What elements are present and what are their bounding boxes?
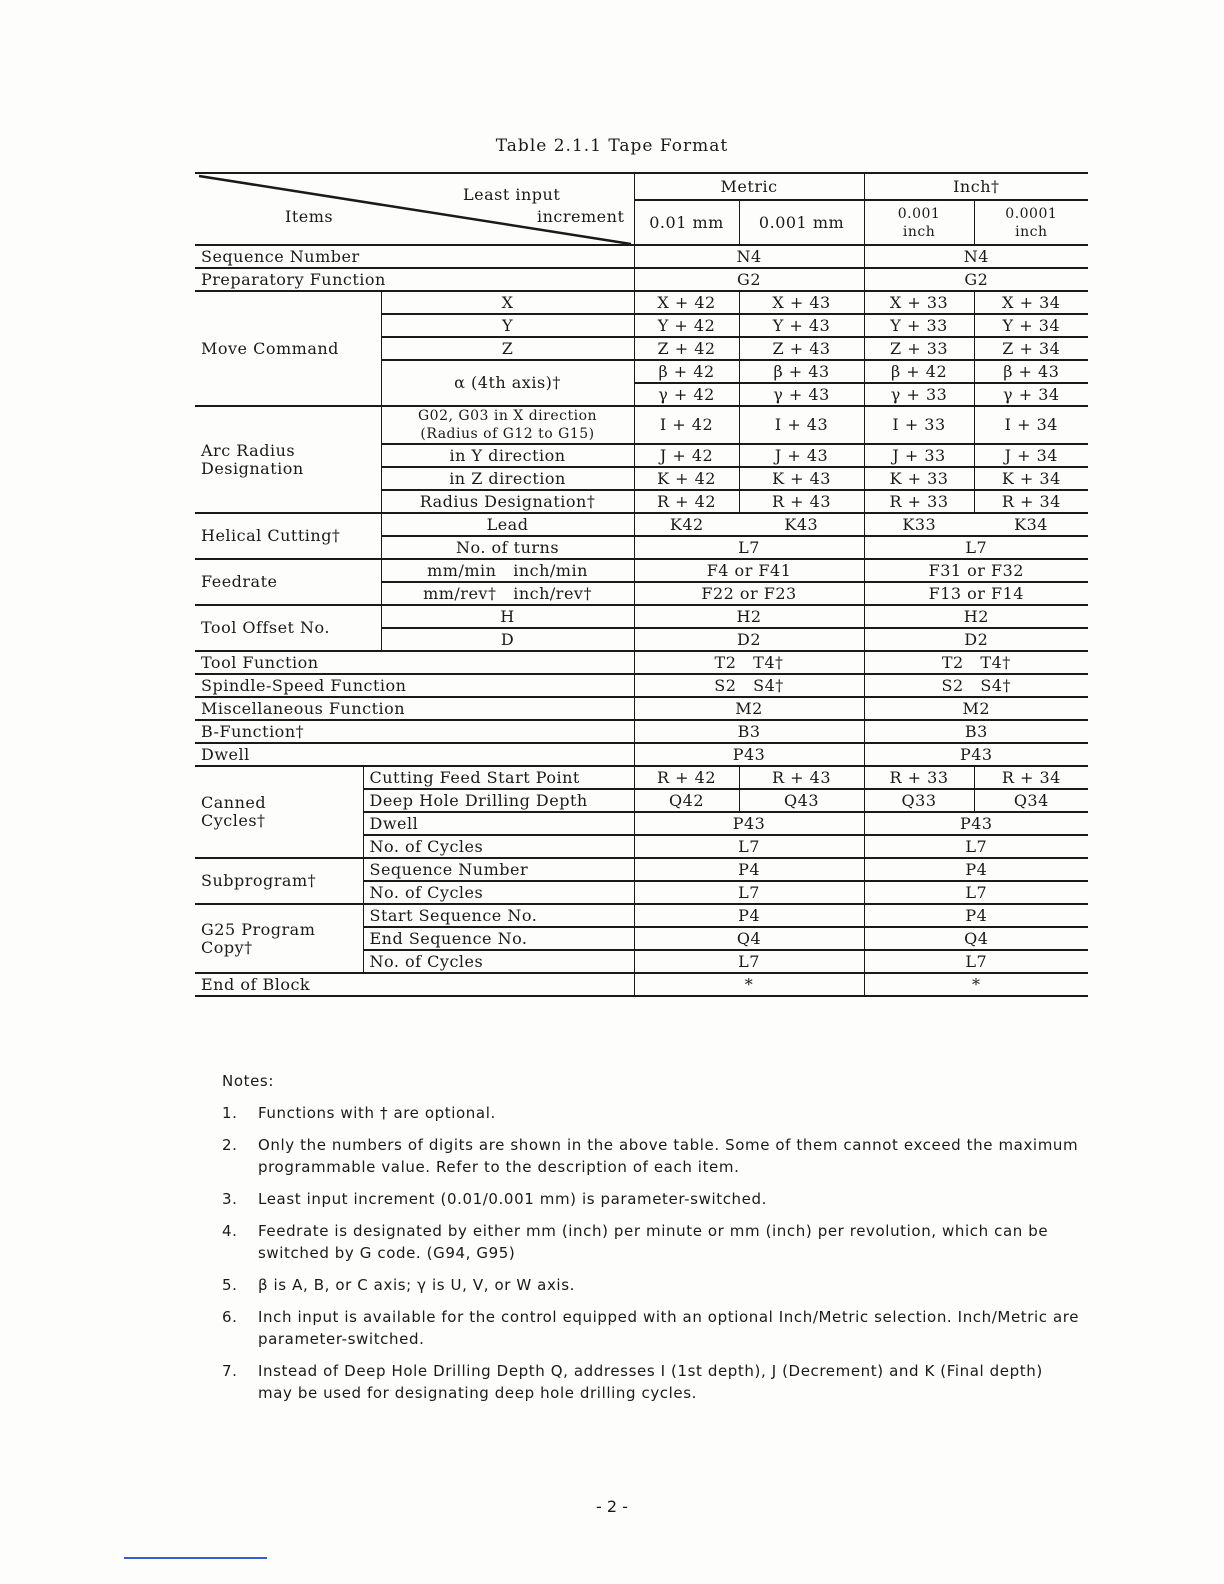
table-title: Table 2.1.1 Tape Format (495, 136, 729, 156)
header-metric-0001: 0.001 mm (739, 200, 864, 245)
list-item: 5. β is A, B, or C axis; γ is U, V, or W axis. (222, 1276, 575, 1294)
header-metric: Metric (634, 173, 864, 200)
header-metric-001: 0.01 mm (634, 200, 739, 245)
table-row: Subprogram† Sequence Number P4 P4 (195, 858, 1088, 881)
notes-section (222, 1072, 1082, 1414)
header-inch-0001: 0.001 inch (864, 200, 974, 245)
table-row: Arc Radius Designation G02, G03 in X direction (Radius of G12 to G15) I + 42 I + 43 I + 33 I + 34 (195, 406, 1088, 444)
table-row: End of Block * * (195, 973, 1088, 996)
list-item: 2. Only the numbers of digits are shown in the above table. Some of them cannot exceed the maximum programmable value. Refer to the description of each item. (222, 1136, 1079, 1176)
table-row: No. of Cycles L7 L7 (195, 835, 1088, 858)
table-row: Spindle-Speed Function S2 S4† S2 S4† (195, 674, 1088, 697)
bottom-rule (124, 1557, 267, 1559)
table-row: Preparatory Function G2 G2 (195, 268, 1088, 291)
header-items-cell (195, 173, 634, 245)
table-row: Helical Cutting† Lead K42 K43 K33 K34 (195, 513, 1088, 536)
table-row: mm/rev† inch/rev† F22 or F23 F13 or F14 (195, 582, 1088, 605)
list-item: 6. Inch input is available for the control equipped with an optional Inch/Metric selection. Inch/Metric are parameter-switched. (222, 1308, 1080, 1348)
header-inch: Inch† (864, 173, 1088, 200)
table-row: α (4th axis)† β + 42 β + 43 β + 42 β + 43 (195, 360, 1088, 383)
table-row: D D2 D2 (195, 628, 1088, 651)
header-least-input: Least input (463, 185, 561, 204)
list-item: 7. Instead of Deep Hole Drilling Depth Q, addresses I (1st depth), J (Decrement) and K (Final depth) may be used for designating deep hole drilling cycles. (222, 1362, 1043, 1402)
table-row: in Y direction J + 42 J + 43 J + 33 J + 34 (195, 444, 1088, 467)
header-inch-00001: 0.0001 inch (974, 200, 1088, 245)
table-row: Dwell P43 P43 (195, 743, 1088, 766)
table-row: Tool Function T2 T4† T2 T4† (195, 651, 1088, 674)
table-row: No. of Cycles L7 L7 (195, 881, 1088, 904)
table-row: Z Z + 42 Z + 43 Z + 33 Z + 34 (195, 337, 1088, 360)
header-items: Items (285, 207, 334, 226)
table-row: Miscellaneous Function M2 M2 (195, 697, 1088, 720)
table-row: B-Function† B3 B3 (195, 720, 1088, 743)
notes-label: Notes: (222, 1072, 274, 1090)
table-row: End Sequence No. Q4 Q4 (195, 927, 1088, 950)
list-item: 3. Least input increment (0.01/0.001 mm) is parameter-switched. (222, 1190, 767, 1208)
table-row: γ + 42 γ + 43 γ + 33 γ + 34 (195, 383, 1088, 406)
table-row: Dwell P43 P43 (195, 812, 1088, 835)
table-row: Move Command X X + 42 X + 43 X + 33 X + 34 (195, 291, 1088, 314)
list-item: 1. Functions with † are optional. (222, 1104, 496, 1122)
table-row: Deep Hole Drilling Depth Q42 Q43 Q33 Q34 (195, 789, 1088, 812)
table-row: G25 Program Copy† Start Sequence No. P4 P4 (195, 904, 1088, 927)
table-row: Y Y + 42 Y + 43 Y + 33 Y + 34 (195, 314, 1088, 337)
list-item: 4. Feedrate is designated by either mm (inch) per minute or mm (inch) per revolution, which can be switched by G code. (G94, G95) (222, 1222, 1049, 1262)
table-row: Tool Offset No. H H2 H2 (195, 605, 1088, 628)
table-row: No. of Cycles L7 L7 (195, 950, 1088, 973)
page-number: - 2 - (596, 1497, 628, 1516)
table-row: Sequence Number N4 N4 (195, 245, 1088, 268)
table-row: in Z direction K + 42 K + 43 K + 33 K + 34 (195, 467, 1088, 490)
tape-format-table (195, 172, 1088, 997)
header-increment: increment (537, 207, 625, 226)
table-row: Canned Cycles† Cutting Feed Start Point R + 42 R + 43 R + 33 R + 34 (195, 766, 1088, 789)
table-row: No. of turns L7 L7 (195, 536, 1088, 559)
table-row: Feedrate mm/min inch/min F4 or F41 F31 or F32 (195, 559, 1088, 582)
table-row: Radius Designation† R + 42 R + 43 R + 33 R + 34 (195, 490, 1088, 513)
